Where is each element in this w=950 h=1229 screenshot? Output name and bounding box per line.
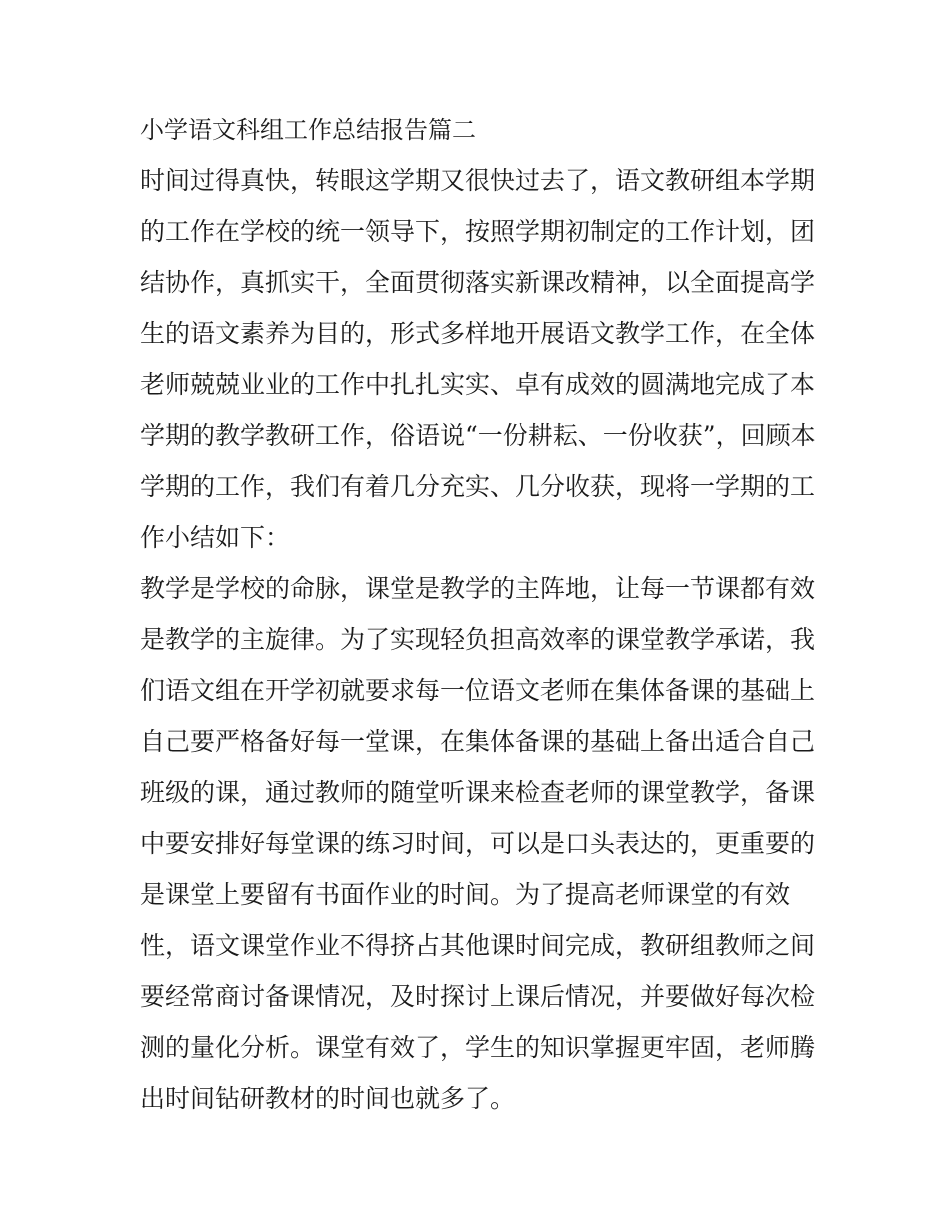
text-line: 是课堂上要留有书面作业的时间。为了提高老师课堂的有效 [140,880,791,909]
text-line: 要经常商讨备课情况，及时探讨上课后情况，并要做好每次检 [140,982,816,1011]
text-line: 自己要严格备好每一堂课，在集体备课的基础上备出适合自己 [140,727,816,756]
text-line: 时间过得真快，转眼这学期又很快过去了，语文教研组本学期 [140,166,816,195]
text-line: 学期的教学教研工作，俗语说“一份耕耘、一份收获”，回顾本 [140,421,816,450]
text-line: 老师兢兢业业的工作中扎扎实实、卓有成效的圆满地完成了本 [140,370,816,399]
text-line: 测的量化分析。课堂有效了，学生的知识掌握更牢固，老师腾 [140,1033,816,1062]
text-line: 中要安排好每堂课的练习时间，可以是口头表达的，更重要的 [140,829,816,858]
document-title: 小学语文科组工作总结报告篇二 [140,116,476,144]
text-line: 作小结如下： [140,523,291,552]
text-line: 性，语文课堂作业不得挤占其他课时间完成，教研组教师之间 [140,931,816,960]
text-line: 班级的课，通过教师的随堂听课来检查老师的课堂教学，备课 [140,778,816,807]
text-line: 结协作，真抓实干，全面贯彻落实新课改精神，以全面提高学 [140,268,816,297]
text-line: 学期的工作，我们有着几分充实、几分收获，现将一学期的工 [140,472,816,501]
text-line: 们语文组在开学初就要求每一位语文老师在集体备课的基础上 [140,676,816,705]
text-line: 的工作在学校的统一领导下，按照学期初制定的工作计划，团 [140,217,816,246]
text-line: 教学是学校的命脉，课堂是教学的主阵地，让每一节课都有效 [140,574,816,603]
text-line: 出时间钻研教材的时间也就多了。 [140,1084,516,1113]
text-line: 生的语文素养为目的，形式多样地开展语文教学工作，在全体 [140,319,816,348]
text-line: 是教学的主旋律。为了实现轻负担高效率的课堂教学承诺，我 [140,625,816,654]
